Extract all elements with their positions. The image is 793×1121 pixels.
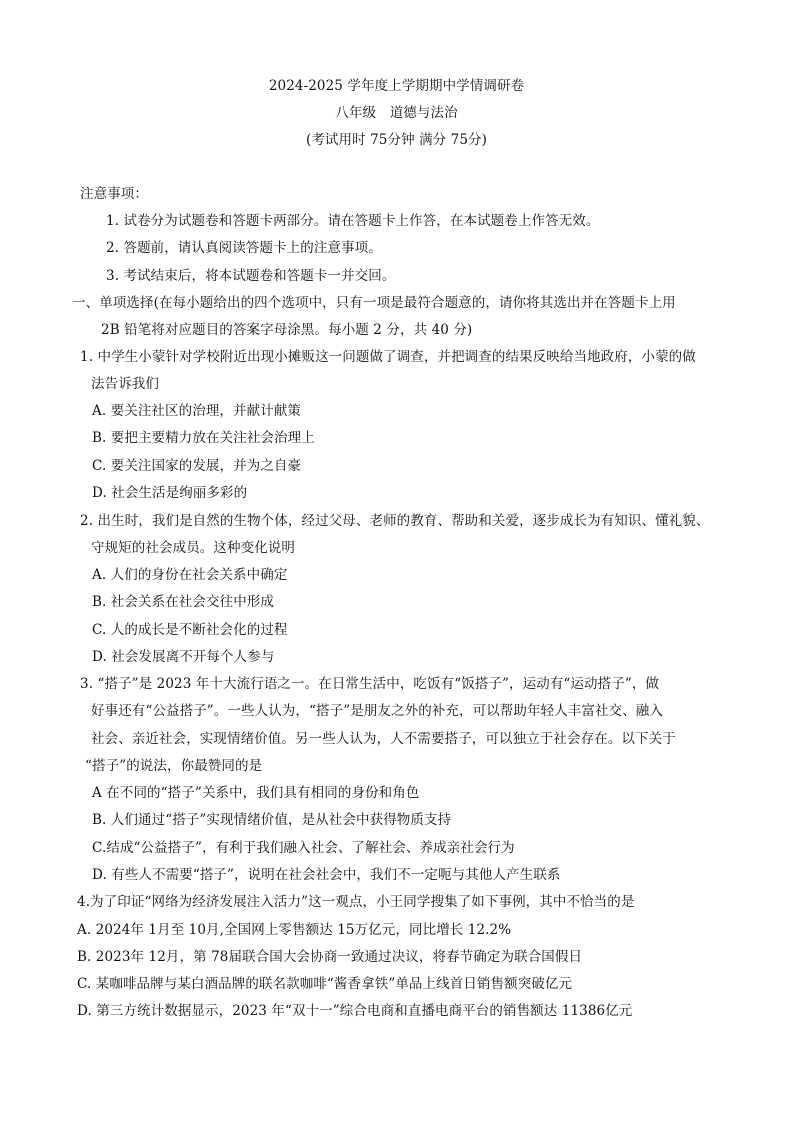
section-heading: 一、单项选择(在每小题给出的四个选项中，只有一项是最符合题意的，请你将其选出并在答题卡上用 (72, 295, 676, 311)
option-a: A 在不同的“搭子”关系中，我们具有相同的身份和角色 (92, 785, 420, 801)
question-stem: 社会、亲近社会，实现情绪价值。另一些人认为，人不需要搭子，可以独立于社会存在。以下关于 (91, 731, 676, 747)
exam-title: 2024-2025 学年度上学期期中学情调研卷 (268, 78, 525, 94)
notice-heading: 注意事项： (80, 186, 148, 202)
notice-item: 3. 考试结束后，将本试题卷和答题卡一并交回。 (106, 268, 396, 284)
option-c: C. 要关注国家的发展，并为之自豪 (92, 458, 302, 474)
option-a: A. 人们的身份在社会关系中确定 (92, 567, 288, 583)
exam-info: (考试用时 75分钟 满分 75分) (305, 132, 488, 148)
option-c: C. 某咖啡品牌与某白酒品牌的联名款咖啡“酱香拿铁”单品上线首日销售额突破亿元 (77, 976, 573, 992)
option-d: D. 第三方统计数据显示，2023 年“双十一”综合电商和直播电商平台的销售额达 11386亿元 (77, 1003, 633, 1019)
section-heading-cont: 2B 铅笔将对应题目的答案字母涂黑。每小题 2 分，共 40 分) (101, 322, 473, 338)
option-b: B. 社会关系在社会交往中形成 (92, 594, 275, 610)
option-b: B. 人们通过“搭子”实现情绪价值，是从社会中获得物质支持 (92, 812, 452, 828)
option-a: A. 要关注社区的治理，并献计献策 (92, 403, 302, 419)
option-b: B. 要把主要精力放在关注社会治理上 (92, 430, 315, 446)
option-c: C. 人的成长是不断社会化的过程 (92, 622, 288, 638)
question-stem: 1. 中学生小蒙针对学校附近出现小摊贩这一问题做了调查，并把调查的结果反映给当地政府，小蒙的做 (80, 349, 696, 365)
exam-subtitle: 八年级 道德与法治 (335, 105, 458, 121)
option-d: D. 社会发展离不开每个人参与 (92, 649, 275, 665)
question-stem: 守规矩的社会成员。这种变化说明 (91, 540, 295, 556)
question-stem: 2. 出生时，我们是自然的生物个体，经过父母、老师的教育、帮助和关爱，逐步成长为有知识、懂礼貌、 (80, 513, 710, 529)
question-stem: 好事还有“公益搭子”。一些人认为，“搭子”是朋友之外的补充，可以帮助年轻人丰富社交、融入 (91, 703, 664, 719)
question-stem: 4.为了印证“网络为经济发展注入活力”这一观点，小王同学搜集了如下事例，其中不恰当的是 (77, 894, 635, 910)
notice-item: 2. 答题前，请认真阅读答题卡上的注意事项。 (106, 240, 382, 256)
option-b: B. 2023年 12月，第 78届联合国大会协商一致通过决议，将春节确定为联合国假日 (77, 949, 583, 965)
option-d: D. 社会生活是绚丽多彩的 (92, 485, 248, 501)
question-stem: “搭子”的说法，你最赞同的是 (85, 758, 263, 774)
option-d: D. 有些人不需要“搭子”，说明在社会社会中，我们不一定呃与其他人产生联系 (92, 867, 561, 883)
question-stem: 3. “搭子”是 2023 年十大流行语之一。在日常生活中，吃饭有“饭搭子”，运动有“运动搭子”，做 (80, 676, 660, 692)
question-stem: 法告诉我们 (91, 376, 159, 392)
option-c: C.结成“公益搭子”，有利于我们融入社会、了解社会、养成亲社会行为 (92, 840, 515, 856)
option-a: A. 2024年 1月至 10月,全国网上零售额达 15万亿元，同比增长 12.2% (77, 922, 512, 938)
notice-item: 1. 试卷分为试题卷和答题卡两部分。请在答题卡上作答，在本试题卷上作答无效。 (106, 213, 600, 229)
